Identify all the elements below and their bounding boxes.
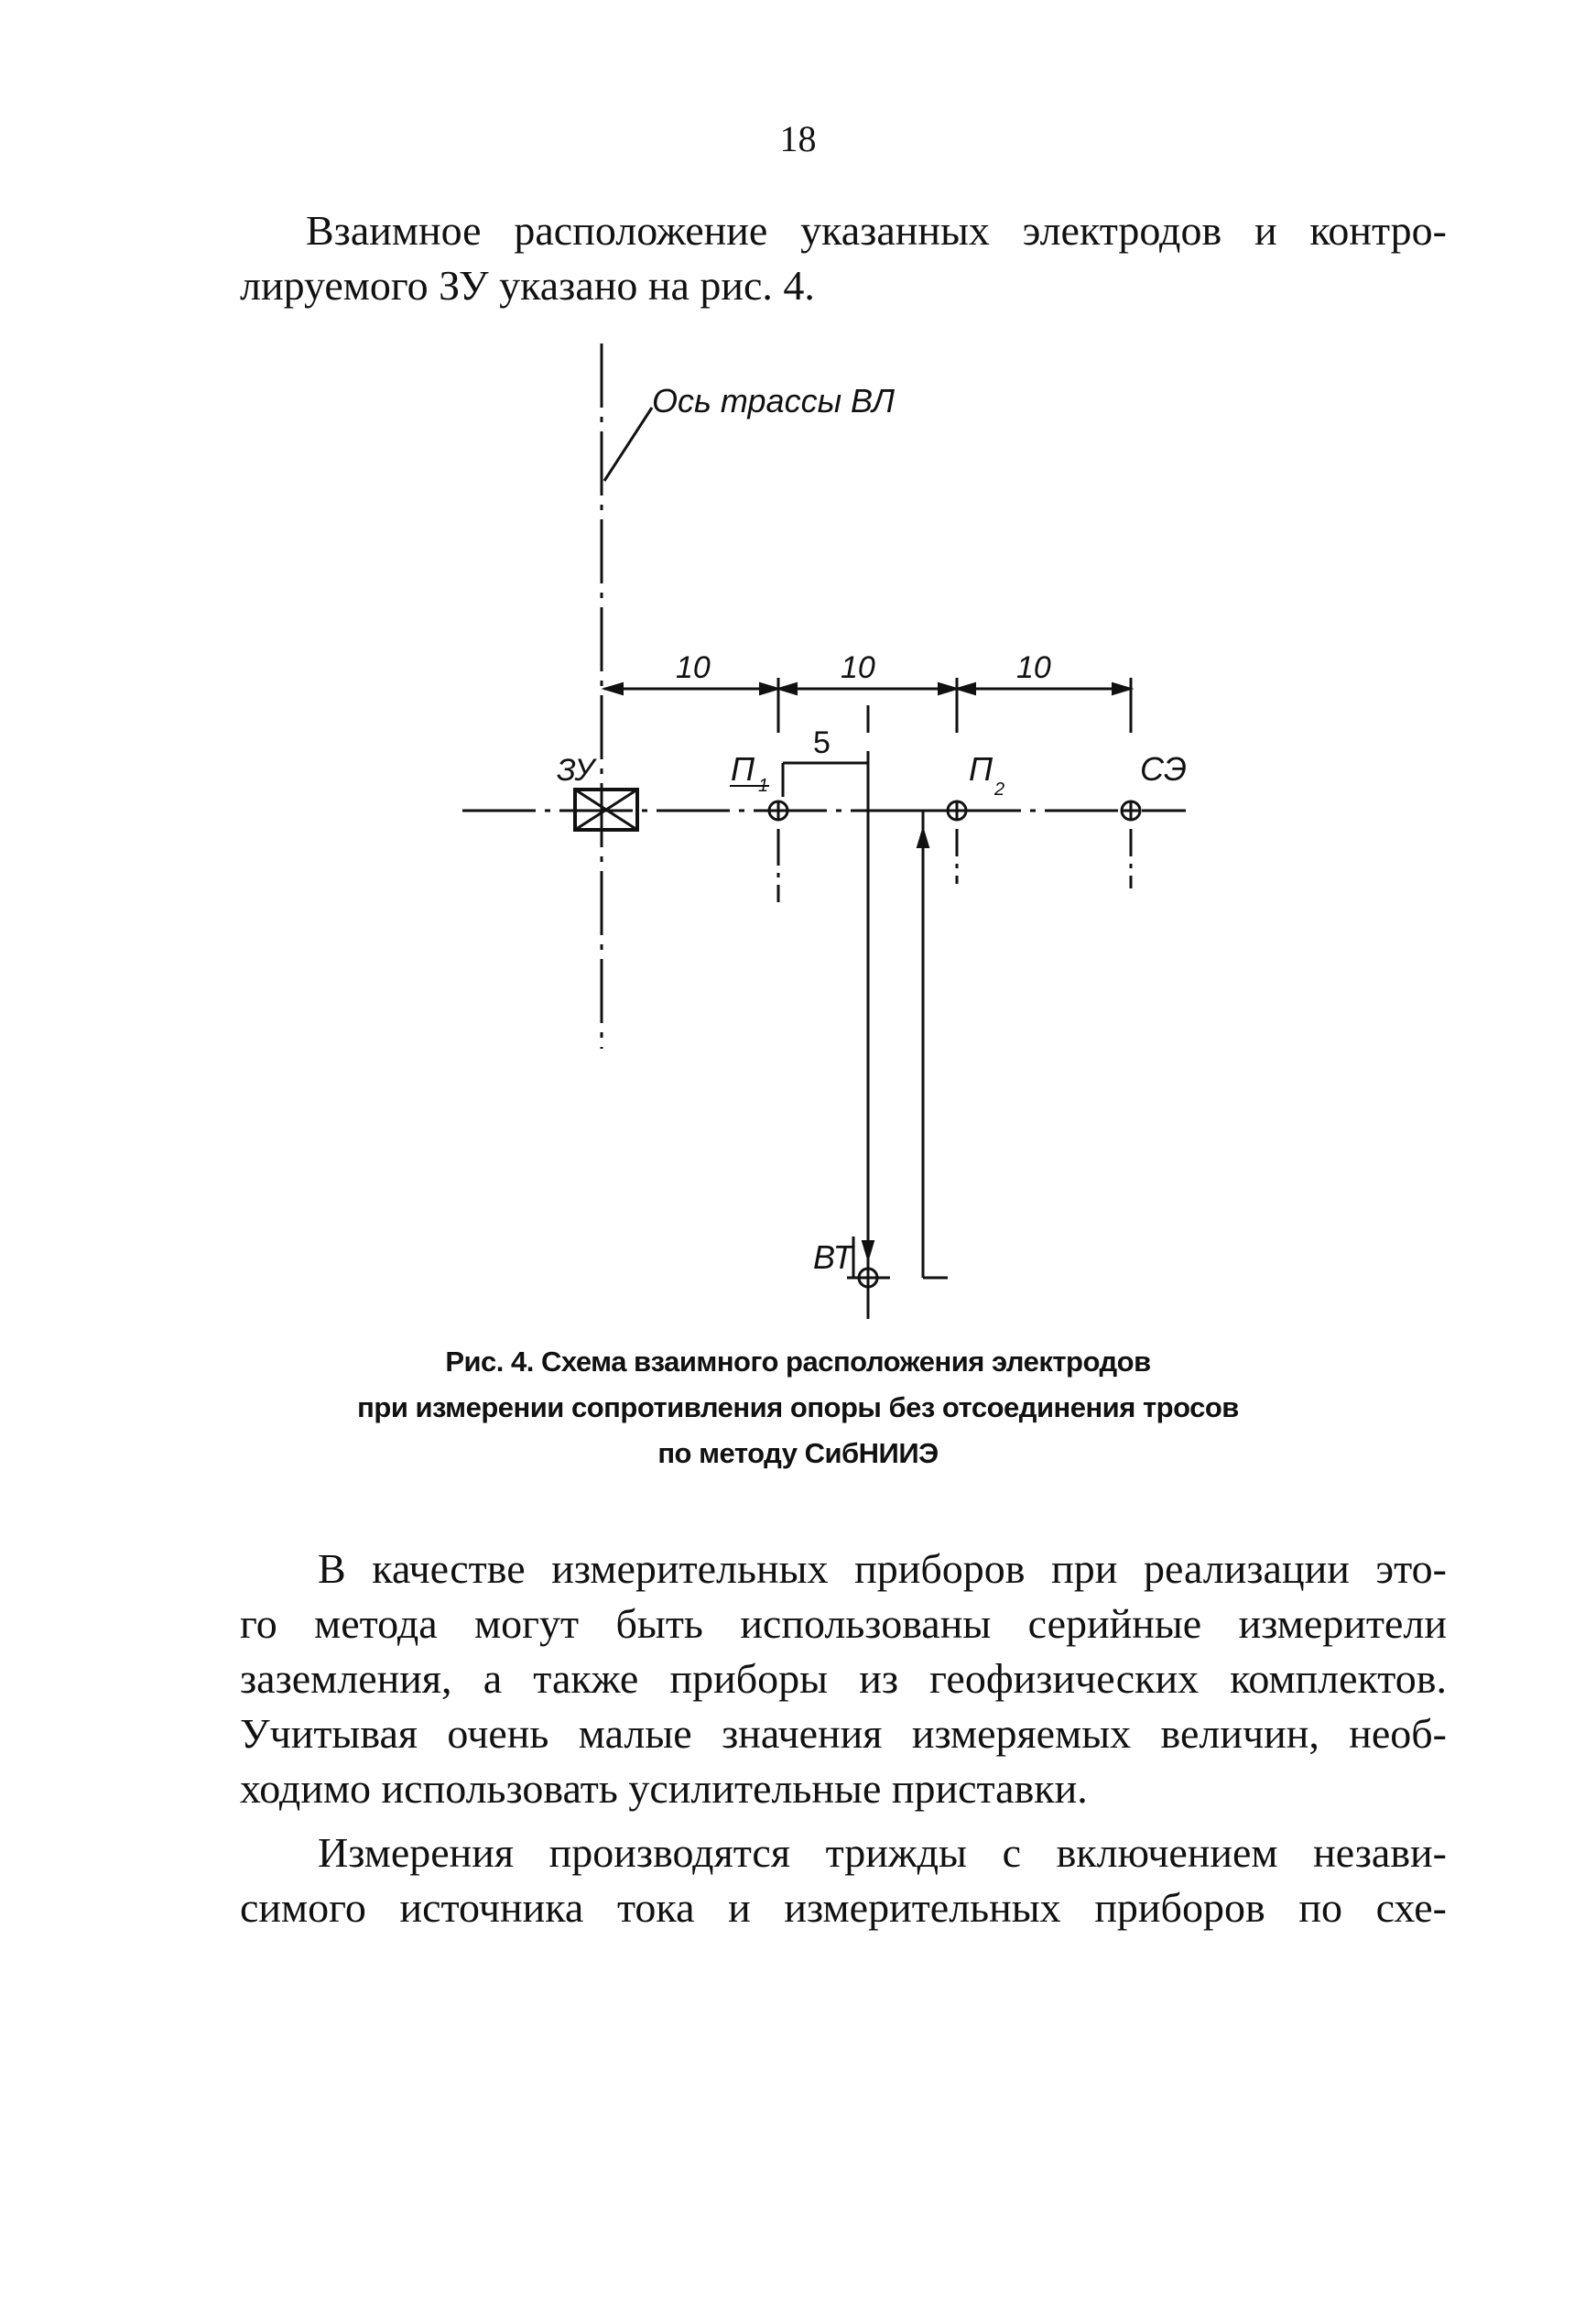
body-paragraph-1 (240, 1542, 1447, 1816)
p1-label: П (731, 750, 755, 788)
page-number: 18 (779, 118, 817, 159)
text-line: симого источника тока и измерительных приборов по схе- (240, 1884, 1447, 1931)
p1-label-sub: 1 (758, 776, 769, 796)
axis-label: Ось трассы ВЛ (652, 382, 895, 419)
dimension-label: 5 (813, 725, 831, 760)
dimension-arrow (1113, 683, 1131, 694)
dimension-arrow (604, 683, 623, 694)
body-paragraph-2 (240, 1825, 1447, 1935)
wire-arrow (917, 829, 928, 847)
text-line: Взаимное расположение указанных электродов и контро- (306, 207, 1447, 254)
text-line: Измерения производятся трижды с включением незави- (318, 1829, 1447, 1876)
axis-label-leader (604, 408, 652, 481)
dimension-arrow (778, 683, 797, 694)
zu-label: ЗУ (557, 753, 595, 788)
p2-label: П (969, 750, 993, 788)
text-line: В качестве измерительных приборов при реализации это- (318, 1545, 1447, 1592)
p2-label-sub: 2 (994, 779, 1005, 800)
text-line: Учитывая очень малые значения измеряемых величин, необ- (240, 1710, 1447, 1757)
caption-line: при измерении сопротивления опоры без отсоединения тросов (357, 1391, 1239, 1423)
dimension-label: 10 (841, 650, 875, 685)
dimension-arrow (957, 683, 975, 694)
wire-arrow (863, 1241, 874, 1259)
text-line: го метода могут быть использованы серийные измерители (240, 1600, 1447, 1647)
figure-caption (0, 1339, 1596, 1476)
dimension-label: 10 (1016, 650, 1051, 685)
vt-label: ВТ (813, 1238, 853, 1276)
caption-line: по методу СибНИИЭ (657, 1437, 939, 1469)
text-line: лируемого ЗУ указано на рис. 4. (240, 262, 815, 309)
dimension-label: 10 (676, 650, 711, 685)
text-line: заземления, а также приборы из геофизических комплектов. (240, 1655, 1447, 1702)
text-line: ходимо использовать усилительные приставки. (240, 1765, 1088, 1812)
caption-line: Рис. 4. Схема взаимного расположения электродов (445, 1346, 1151, 1378)
se-label: СЭ (1140, 750, 1187, 788)
